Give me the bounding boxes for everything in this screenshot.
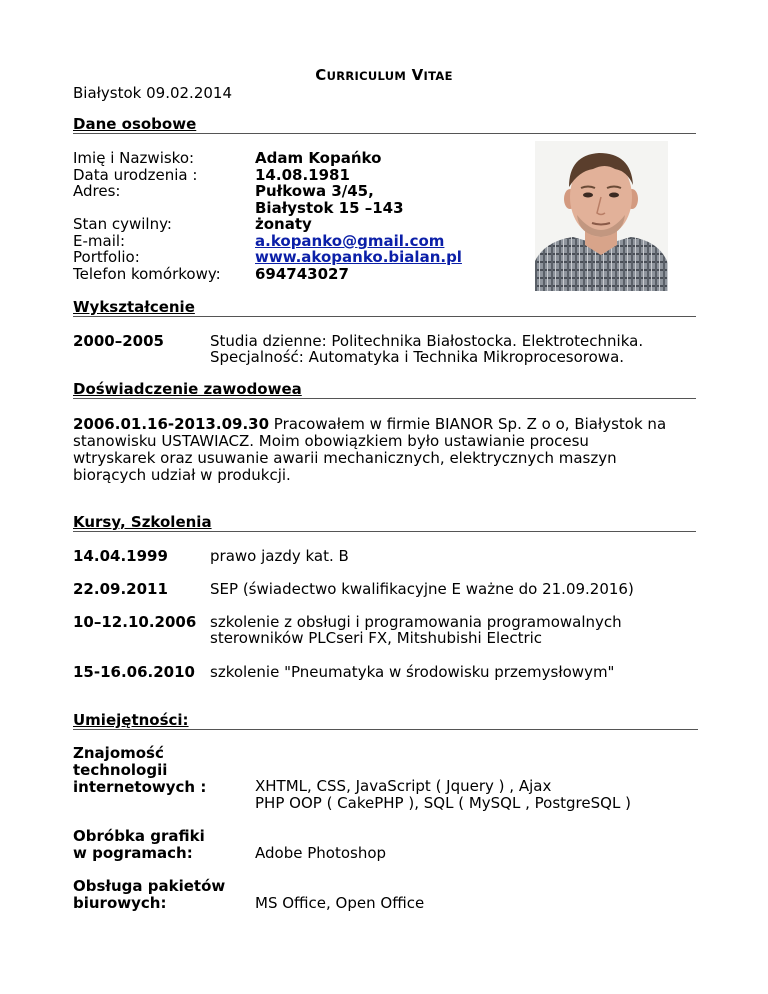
section-courses: Kursy, Szkolenia <box>73 514 696 532</box>
value-birth: 14.08.1981 <box>255 166 350 184</box>
value-name: Adam Kopańko <box>255 149 382 167</box>
course-date: 15-16.06.2010 <box>73 663 195 681</box>
course-date: 10–12.10.2006 <box>73 613 197 631</box>
portfolio-link[interactable]: www.akopanko.bialan.pl <box>255 248 462 266</box>
skill-graphics-label: Obróbka grafiki w pogramach: <box>73 827 205 862</box>
value-address-1: Pułkowa 3/45, <box>255 182 374 200</box>
label-address: Adres: <box>73 182 121 200</box>
education-line-2: Specjalność: Automatyka i Technika Mikroprocesorowa. <box>210 348 625 366</box>
label-name: Imię i Nazwisko: <box>73 149 195 167</box>
value-marital: żonaty <box>255 215 312 233</box>
section-experience: Doświadczenie zawodowea <box>73 381 696 399</box>
email-link[interactable]: a.kopanko@gmail.com <box>255 232 445 250</box>
label-portfolio: Portfolio: <box>73 248 140 266</box>
experience-paragraph: 2006.01.16-2013.09.30 Pracowałem w firmie BIANOR Sp. Z o o, Białystok na stanowisku USTAWIACZ. Moim obowiązkiem było ustawianie procesu wtryskarek oraz usuwanie awarii mechanicznych, elektrycznych maszyn biorących udział w produkcji. <box>73 415 667 484</box>
course-desc-2: sterowników PLCseri FX, Mitshubishi Electric <box>210 629 543 647</box>
course-date: 14.04.1999 <box>73 547 168 565</box>
place-date: Białystok 09.02.2014 <box>73 84 233 102</box>
document-title: CURRICULUM VITAE <box>315 66 453 84</box>
skill-web-label: Znajomość technologii internetowych : <box>73 744 207 796</box>
course-desc: szkolenie "Pneumatyka w środowisku przemysłowym" <box>210 663 615 681</box>
skill-office-value: MS Office, Open Office <box>255 894 425 912</box>
label-email: E-mail: <box>73 232 126 250</box>
course-desc: SEP (świadectwo kwalifikacyjne E ważne do 21.09.2016) <box>210 580 634 598</box>
skill-web-value: XHTML, CSS, JavaScript ( Jquery ) , Ajax PHP OOP ( CakePHP ), SQL ( MySQL , PostgreSQL ) <box>255 777 631 812</box>
section-skills: Umiejętności: <box>73 712 698 730</box>
course-desc: szkolenie z obsługi i programowania programowalnych <box>210 613 622 631</box>
value-phone: 694743027 <box>255 265 349 283</box>
label-birth: Data urodzenia : <box>73 166 198 184</box>
skill-office-label: Obsługa pakietów biurowych: <box>73 877 226 912</box>
value-address-2: Białystok 15 –143 <box>255 199 404 217</box>
education-line-1: Studia dzienne: Politechnika Białostocka. Elektrotechnika. <box>210 332 644 350</box>
course-date: 22.09.2011 <box>73 580 168 598</box>
course-desc: prawo jazdy kat. B <box>210 547 349 565</box>
experience-period: 2006.01.16-2013.09.30 <box>73 415 270 433</box>
label-phone: Telefon komórkowy: <box>73 265 221 283</box>
label-marital: Stan cywilny: <box>73 215 172 233</box>
skill-graphics-value: Adobe Photoshop <box>255 844 387 862</box>
portrait-photo <box>535 141 668 291</box>
section-education: Wykształcenie <box>73 299 696 317</box>
section-personal: Dane osobowe <box>73 116 696 134</box>
education-years: 2000–2005 <box>73 332 164 350</box>
